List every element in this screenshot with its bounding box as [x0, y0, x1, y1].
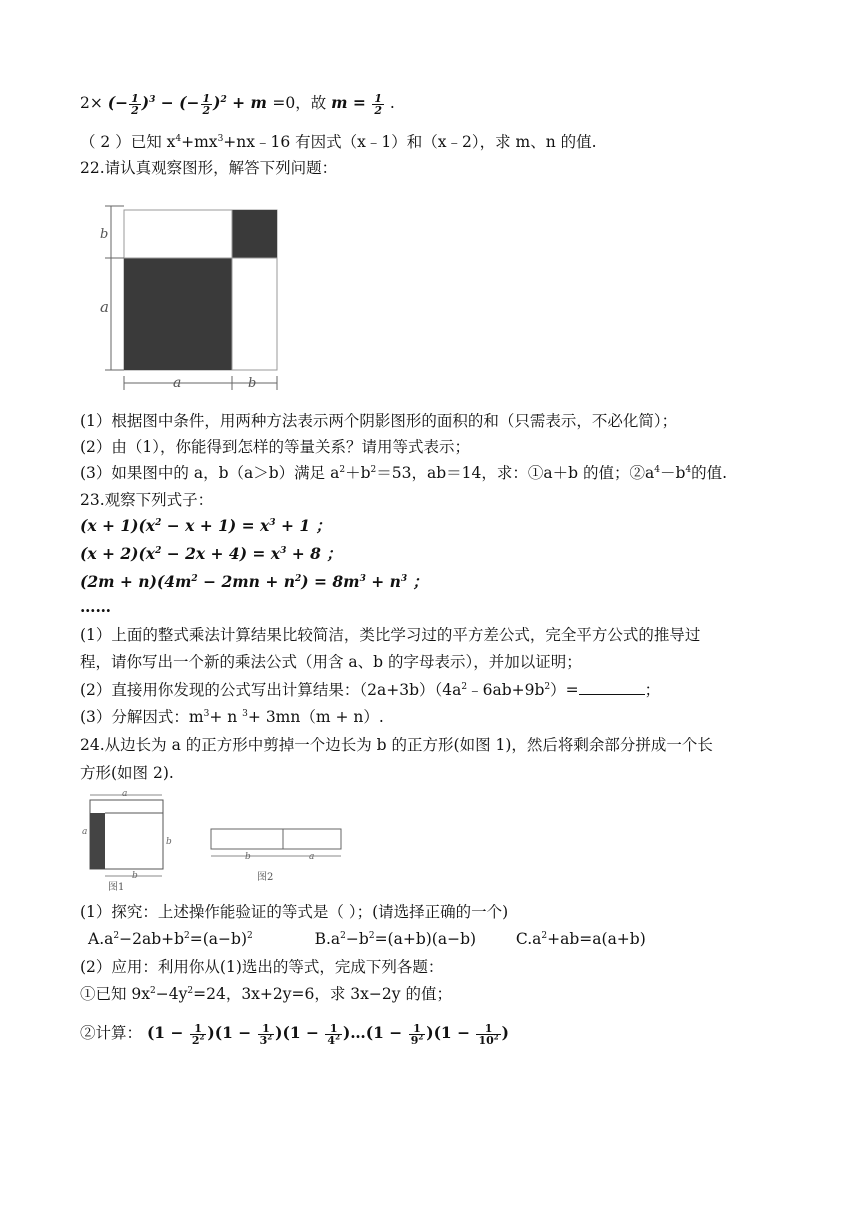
text: (−	[107, 93, 129, 112]
label-a: a	[122, 789, 128, 799]
q22-part1: (1）根据图中条件，用两种方法表示两个阴影图形的面积的和（只需表示，不必化简）；	[80, 412, 678, 430]
product-factor: (1 − $\frac{1}{10^2}$ )	[433, 1021, 510, 1047]
option-a: $A.a^2-2ab+b^2=(a-b)^2$	[88, 930, 253, 948]
q23-part1-line1: (1）上面的整式乘法计算结果比较简洁，类比学习过的平方差公式，完全平方公式的推导过	[80, 626, 701, 644]
figure-caption: 图2	[257, 872, 274, 883]
q24-part2: (2）应用：利用你从(1)选出的等式，完成下列各题：	[80, 958, 444, 976]
q22-part3: (3）如果图中的 a，b（a＞b）满足 $a^2+b^2=53$，ab＝14，求：①a＋b 的值；$②a^4-b^4$的值.	[80, 464, 728, 482]
q21-part2: （ 2 ）已知 $x^4+mx^3+nx﹣16$ 有因式（x﹣1）和（x﹣2），求 m、n 的值.	[80, 133, 597, 151]
fraction: $\frac{1}{2}$	[202, 91, 211, 117]
label-b: b	[132, 871, 138, 881]
q23-part3: (3）分解因式：$m^3+ n$ $^3$+ 3mn（m + n）.	[80, 708, 384, 726]
q24-figure1	[78, 788, 178, 898]
q23-part1-line2: 程，请你写出一个新的乘法公式（用含 a、b 的字母表示），并加以证明；	[80, 653, 582, 671]
label-b: b	[166, 837, 172, 847]
q23-eq3: $(2m + n)(4m^2 - 2mn + n^2) = 8m^3 + n^3$ ；	[80, 572, 429, 591]
q24-options	[88, 928, 646, 950]
fraction: $\frac{1}{2}$	[374, 91, 382, 117]
shaded-strip	[90, 813, 105, 869]
fraction: $\frac{1}{2^2}$	[191, 1021, 205, 1047]
q24-question1: ①已知 $9x^2-4y^2=24$，3x+2y=6，求 3x−2y 的值；	[80, 985, 452, 1003]
product-factor: (1 − $\frac{1}{3^2}$ )	[214, 1021, 283, 1047]
label-a: a	[100, 298, 109, 316]
q23-title: 23.观察下列式子：	[80, 491, 214, 509]
fraction: $\frac{1}{3^2}$	[259, 1021, 273, 1047]
previous-result-line: 2× (− $\frac{1}{2}$ )$^3$ − (− $\frac{1}{2}$ )$^2$ + m =0，故 m = $\frac{1}{2}$ .	[80, 91, 395, 117]
q24-line2: 方形(如图 2).	[80, 764, 174, 782]
option-b: $B.a^2-b^2=(a+b)(a-b)$	[314, 930, 477, 948]
product-expression	[146, 1021, 510, 1047]
q22-title: 22.请认真观察图形，解答下列问题：	[80, 159, 338, 177]
figure-caption: 图1	[108, 882, 125, 893]
q22-figure	[95, 200, 290, 395]
label-b: b	[245, 852, 251, 862]
q23-part2: (2）直接用你发现的公式写出计算结果：$(2a+3b)(4a^2﹣6ab+9b^2)=$ ；	[80, 681, 661, 699]
option-c: $C.a^2+ab=a(a+b)$	[515, 930, 646, 948]
q23-eq2: $(x + 2)(x^2 - 2x + 4) = x^3 + 8$ ；	[80, 544, 342, 563]
fraction: $\frac{1}{10^2}$	[478, 1021, 499, 1047]
fraction: $\frac{1}{9^2}$	[410, 1021, 424, 1047]
q23-eq1: $(x + 1)(x^2 - x + 1) = x^3 + 1$ ；	[80, 516, 332, 535]
product-factor: (1 − $\frac{1}{9^2}$ )	[365, 1021, 434, 1047]
answer-blank	[579, 680, 645, 695]
large-shaded-square	[124, 258, 232, 370]
label-bottom-a: a	[173, 375, 182, 391]
fraction: $\frac{1}{2}$	[131, 91, 139, 117]
q24-line1: 24.从边长为 a 的正方形中剪掉一个边长为 b 的正方形(如图 1)，然后将剩余部分拼成一个长	[80, 736, 713, 754]
label-bottom-b: b	[248, 376, 257, 391]
q22-part2: (2）由（1），你能得到怎样的等量关系？请用等式表示；	[80, 438, 471, 456]
text: 2×	[80, 94, 103, 112]
q23-dots: ……	[80, 597, 111, 616]
label-a: a	[82, 827, 88, 837]
label-a: a	[309, 852, 315, 862]
q24-figure2	[205, 825, 355, 895]
q24-part1: (1）探究：上述操作能验证的等式是（ ）；(请选择正确的一个)	[80, 903, 509, 921]
q24-question2: ②计算： (1 − $\frac{1}{2^2}$ )(1 − $\frac{1}{3^2}$ )(1 − $\frac{1}{4^2}$ )…(1 − $\frac{1}{9^2}$ )(1 − $\frac{1}{10^2}$ )	[80, 1021, 510, 1047]
label-b: b	[100, 227, 109, 242]
product-factor: (1 − $\frac{1}{2^2}$ )	[146, 1021, 215, 1047]
small-shaded-square	[232, 210, 277, 258]
fraction: $\frac{1}{4^2}$	[327, 1021, 340, 1047]
product-factor: (1 − $\frac{1}{4^2}$ )…	[282, 1021, 366, 1047]
